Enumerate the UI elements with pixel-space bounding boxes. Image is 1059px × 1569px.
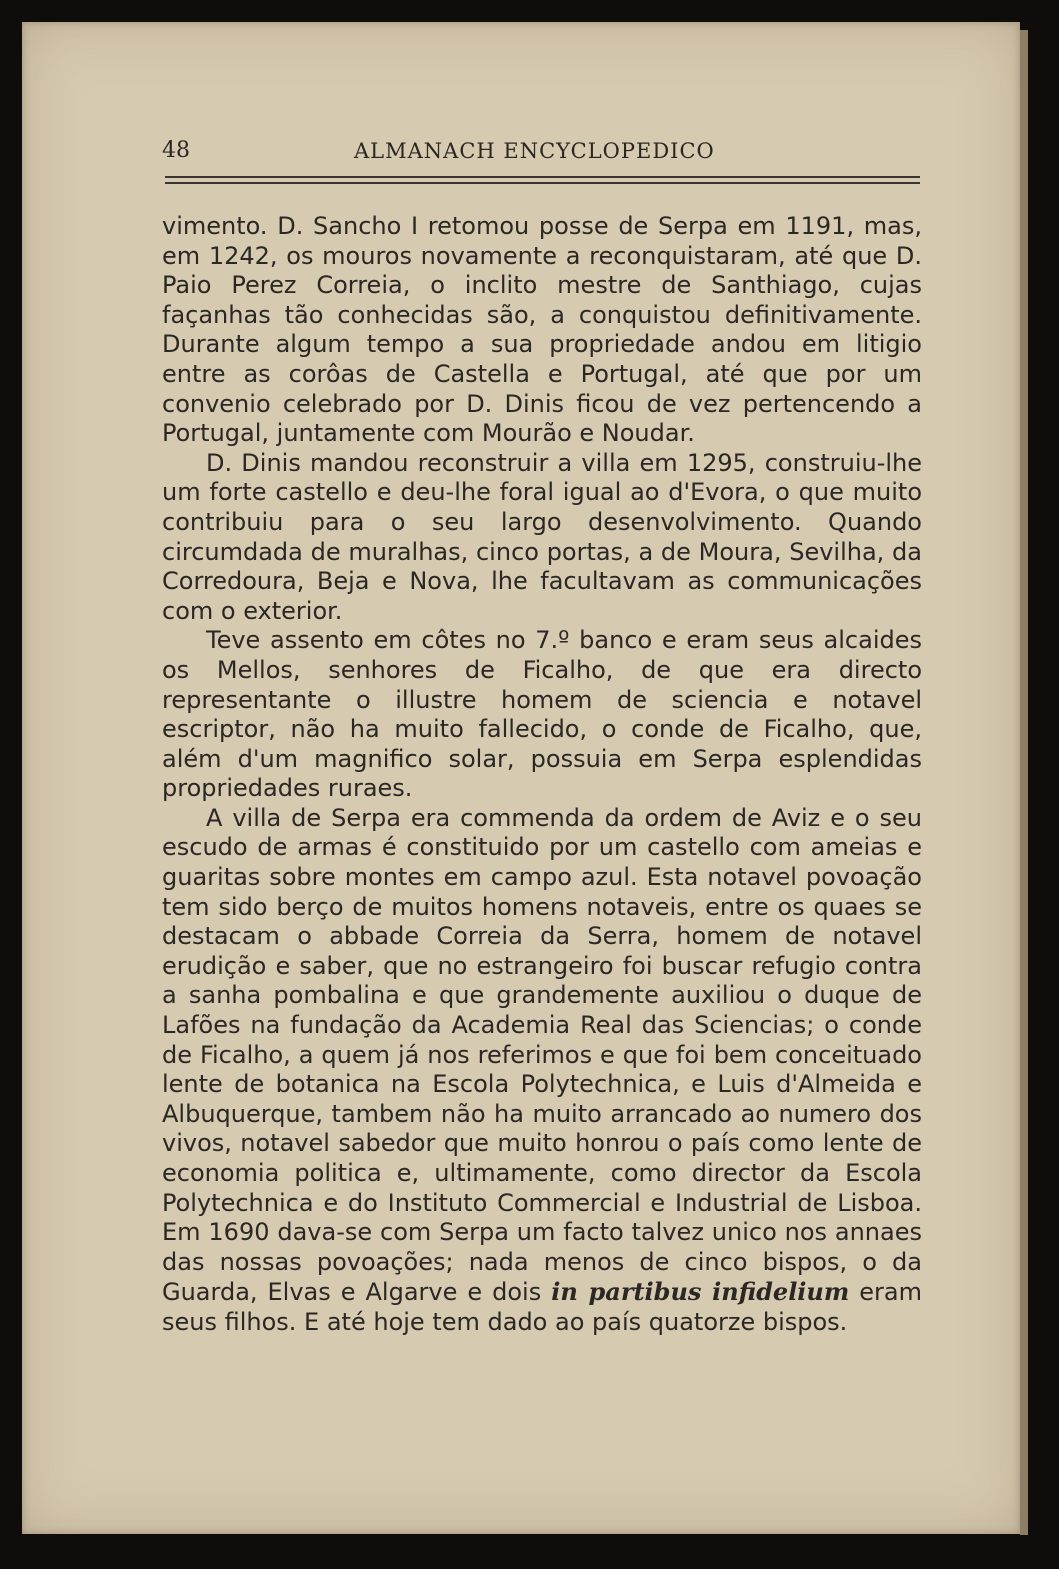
- header-rule: [165, 176, 920, 178]
- page-number: 48: [162, 138, 190, 163]
- page-header: [162, 134, 922, 168]
- paragraph-text: A villa de Serpa era commenda da ordem de Aviz e o seu escudo de armas é constituido por um castello com ameias e guaritas sobre montes em campo azul. Esta notavel povoação tem sido berço de muitos homens notaveis, entre os quaes se destacam o abbade Correia da Serra, homem de notavel erudição e saber, que no estrangeiro foi buscar refugio contra a sanha pombalina e que grandemente auxiliou o duque de Lafões na fundação da Academia Real das Sciencias; o conde de Ficalho, a quem já nos referimos e que foi bem conceituado lente de botanica na Escola Polytechnica, e Luis d'Almeida e Albuquerque, tambem não ha muito arrancado ao numero dos vivos, notavel sabedor que muito honrou o país como lente de economia politica e, ultimamente, como director da Escola Polytechnica e do Instituto Commercial e Industrial de Lisboa. Em 1690 dava-se com Serpa um facto talvez unico nos annaes das nossas povoações; nada menos de cinco bispos, o da Guarda, Elvas e Algarve e dois: [162, 803, 922, 1307]
- running-title: ALMANACH ENCYCLOPEDICO: [354, 139, 715, 163]
- latin-phrase: in partibus infidelium: [551, 1277, 850, 1307]
- paragraph: Teve assento em côtes no 7.º banco e eram seus alcaides os Mellos, senhores de Ficalho, de que era directo representante o illustre homem de sciencia e notavel escriptor, não ha muito fallecido, o conde de Ficalho, que, além d'um magnifico solar, possuia em Serpa esplendidas propriedades ruraes.: [162, 626, 922, 803]
- paragraph: vimento. D. Sancho I retomou posse de Serpa em 1191, mas, em 1242, os mouros novamente a reconquistaram, até que D. Paio Perez Correia, o inclito mestre de Santhiago, cujas façanhas tão conhecidas são, a conquistou definitivamente. Durante algum tempo a sua propriedade andou em litigio entre as corôas de Castella e Portugal, até que por um convenio celebrado por D. Dinis ficou de vez pertencendo a Portugal, juntamente com Mourão e Noudar.: [162, 212, 922, 448]
- body-text: [162, 212, 922, 1338]
- header-rule: [165, 182, 920, 184]
- paragraph-text: eram seus filhos. E até hoje tem dado ao país quatorze bispos.: [162, 1278, 922, 1336]
- paragraph: D. Dinis mandou reconstruir a villa em 1295, construiu-lhe um forte castello e deu-lhe foral igual ao d'Evora, o que muito contribuiu para o seu largo desenvolvimento. Quando circumdada de muralhas, cinco portas, a de Moura, Sevilha, da Corredoura, Beja e Nova, lhe facultavam as communicações com o exterior.: [162, 448, 922, 625]
- page-edge: [1020, 30, 1028, 1535]
- paragraph: [162, 804, 922, 1338]
